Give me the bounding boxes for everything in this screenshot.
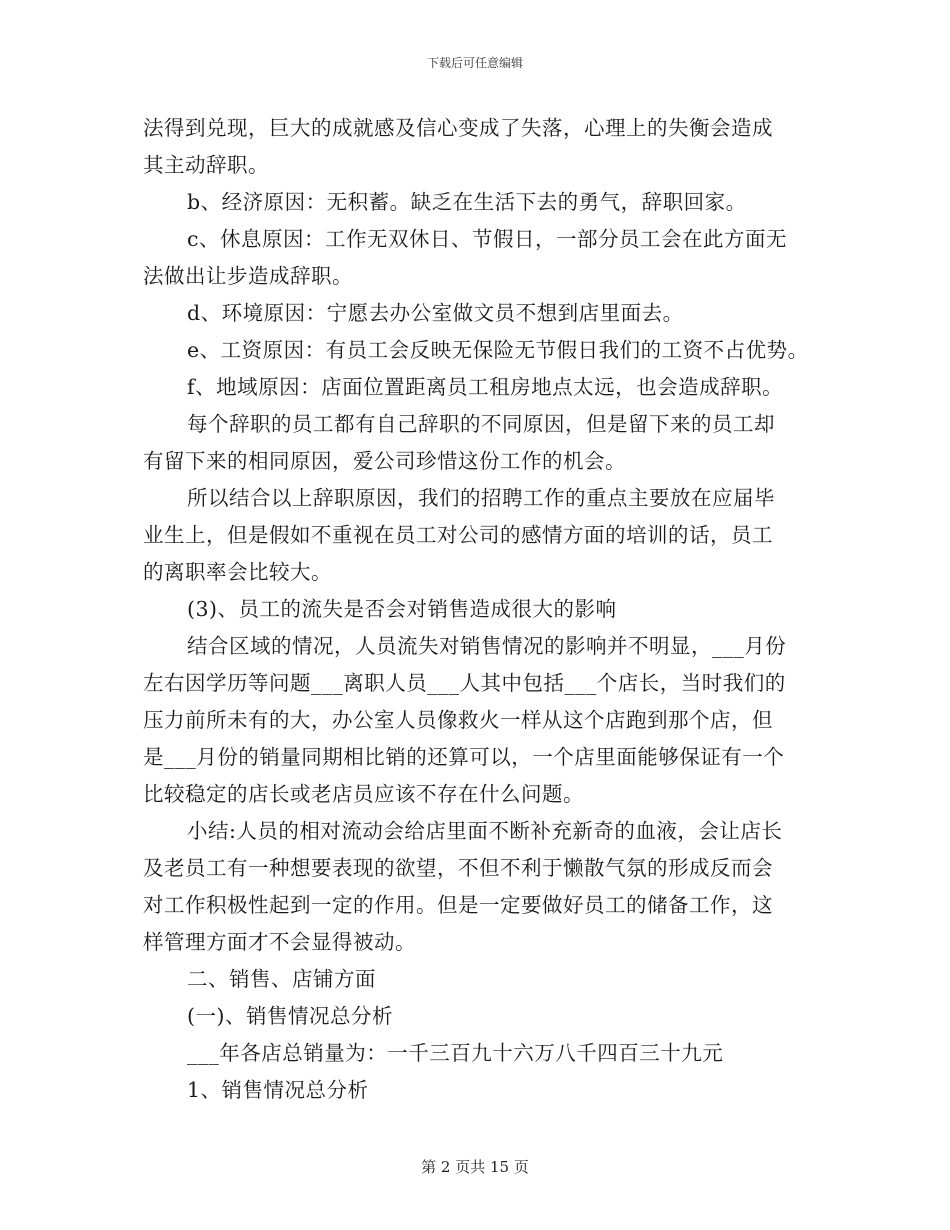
text-line: e、工资原因：有员工会反映无保险无节假日我们的工资不占优势。 xyxy=(187,338,809,362)
text-line: 是___月份的销量同期相比销的还算可以，一个店里面能够保证有一个 xyxy=(143,745,785,769)
text-line: 压力前所未有的大，办公室人员像救火一样从这个店跑到那个店，但 xyxy=(143,708,773,732)
text-line: 所以结合以上辞职原因，我们的招聘工作的重点主要放在应届毕 xyxy=(187,486,775,510)
text-line: 每个辞职的员工都有自己辞职的不同原因，但是留下来的员工却 xyxy=(187,412,775,436)
text-line: 及老员工有一种想要表现的欲望，不但不利于懒散气氛的形成反而会 xyxy=(143,856,773,880)
text-line: 的离职率会比较大。 xyxy=(143,560,332,584)
text-line: c、休息原因：工作无双休日、节假日，一部分员工会在此方面无 xyxy=(187,227,787,251)
page-header: 下载后可任意编辑 xyxy=(426,56,523,70)
document-body xyxy=(143,110,823,1109)
text-line: 小结:人员的相对流动会给店里面不断补充新奇的血液，会让店长 xyxy=(187,819,783,843)
text-line: ___年各店总销量为：一千三百九十六万八千四百三十九元 xyxy=(187,1041,724,1065)
text-line: (一)、销售情况总分析 xyxy=(187,1004,393,1028)
text-line: 法做出让步造成辞职。 xyxy=(143,264,353,288)
text-line: 二、销售、店铺方面 xyxy=(187,967,376,991)
text-line: d、环境原因：宁愿去办公室做文员不想到店里面去。 xyxy=(187,301,684,325)
text-line: 左右因学历等问题___离职人员___人其中包括___个店长，当时我们的 xyxy=(143,671,786,695)
text-line: 业生上，但是假如不重视在员工对公司的感情方面的培训的话，员工 xyxy=(143,523,773,547)
text-line: 对工作积极性起到一定的作用。但是一定要做好员工的储备工作，这 xyxy=(143,893,773,917)
text-line: f、地域原因：店面位置距离员工租房地点太远，也会造成辞职。 xyxy=(187,375,784,399)
text-line: 法得到兑现，巨大的成就感及信心变成了失落，心理上的失衡会造成 xyxy=(143,116,773,140)
text-line: b、经济原因：无积蓄。缺乏在生活下去的勇气，辞职回家。 xyxy=(187,190,747,214)
text-line: 比较稳定的店长或老店员应该不存在什么问题。 xyxy=(143,782,584,806)
text-line: 其主动辞职。 xyxy=(143,153,269,177)
page-footer: 第 2 页共 15 页 xyxy=(421,1158,529,1176)
text-line: 1、销售情况总分析 xyxy=(187,1078,369,1102)
text-line: 样管理方面才不会显得被动。 xyxy=(143,930,416,954)
text-line: 有留下来的相同原因，爱公司珍惜这份工作的机会。 xyxy=(143,449,626,473)
text-line: 结合区域的情况，人员流失对销售情况的影响并不明显，___月份 xyxy=(187,634,787,658)
text-line: (3)、员工的流失是否会对销售造成很大的影响 xyxy=(187,597,617,621)
